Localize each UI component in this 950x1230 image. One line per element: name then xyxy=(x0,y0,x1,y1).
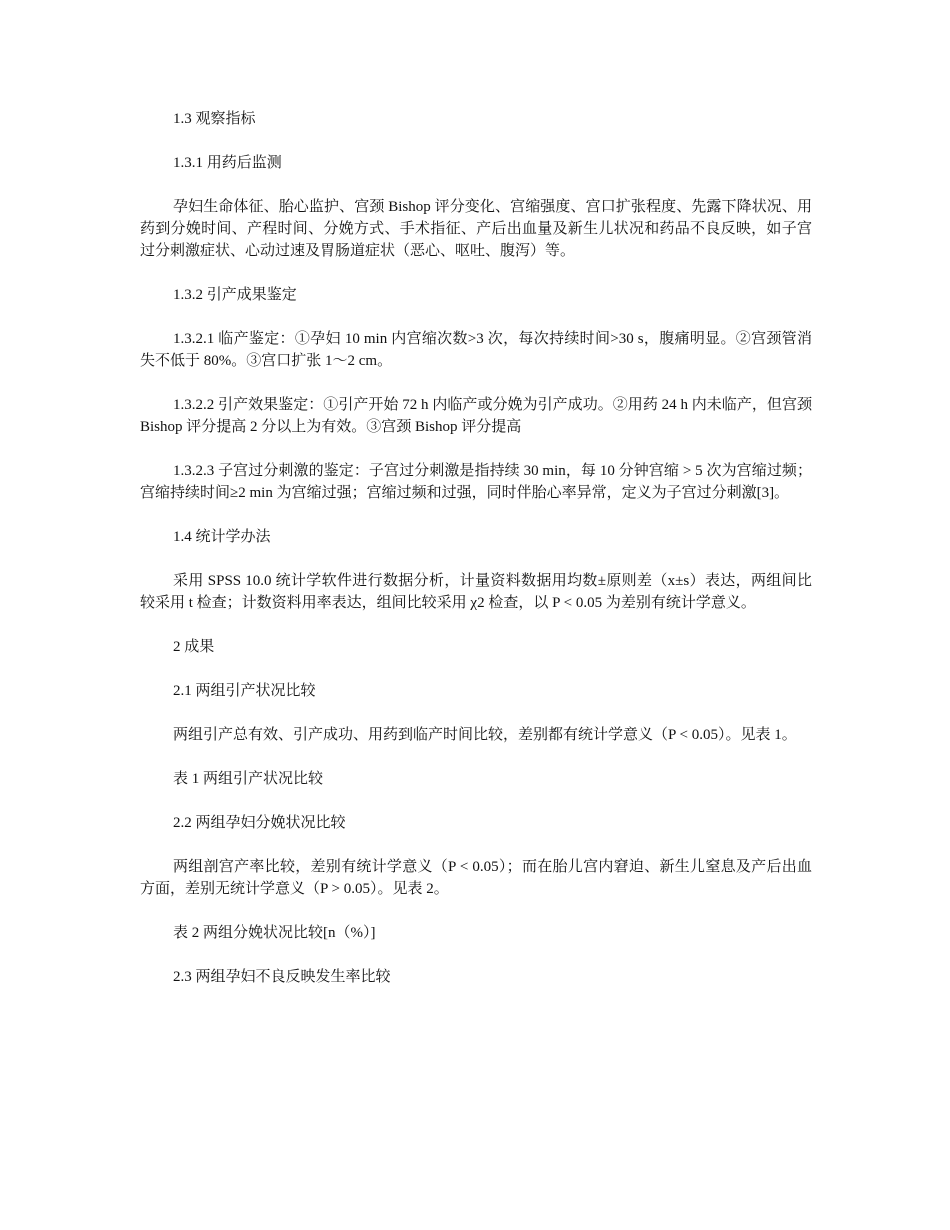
body-paragraph-labor-criteria: 1.3.2.1 临产鉴定：①孕妇 10 min 内宫缩次数>3 次，每次持续时间>30 s，腹痛明显。②宫颈管消失不低于 80%。③宫口扩张 1～2 cm。 xyxy=(140,331,812,369)
subsection-heading-2-1: 2.1 两组引产状况比较 xyxy=(173,683,316,699)
document-body xyxy=(140,108,812,1010)
body-paragraph-induction-effect: 1.3.2.2 引产效果鉴定：①引产开始 72 h 内临产或分娩为引产成功。②用药 24 h 内未临产，但宫颈 Bishop 评分提高 2 分以上为有效。③宫颈 Bishop 评分提高 xyxy=(140,397,812,435)
subsection-heading-2-2: 2.2 两组孕妇分娩状况比较 xyxy=(173,815,346,831)
subsection-heading-1-3-2: 1.3.2 引产成果鉴定 xyxy=(173,287,297,303)
subsection-heading-1-3-1: 1.3.1 用药后监测 xyxy=(173,155,282,171)
body-paragraph-delivery-comparison: 两组剖宫产率比较，差别有统计学意义（P < 0.05）；而在胎儿宫内窘迫、新生儿窒息及产后出血方面，差别无统计学意义（P > 0.05）。见表 2。 xyxy=(140,859,812,897)
body-paragraph-induction-comparison: 两组引产总有效、引产成功、用药到临产时间比较，差别都有统计学意义（P < 0.05）。见表 1。 xyxy=(173,727,797,743)
body-paragraph-hyperstimulation: 1.3.2.3 子宫过分刺激的鉴定：子宫过分刺激是指持续 30 min，每 10 分钟宫缩 > 5 次为宫缩过频；宫缩持续时间≥2 min 为宫缩过强；宫缩过频和过强，同时伴胎心率异常，定义为子宫过分刺激[3]。 xyxy=(140,463,812,501)
table-caption-2: 表 2 两组分娩状况比较[n（%）] xyxy=(173,925,376,941)
table-caption-1: 表 1 两组引产状况比较 xyxy=(173,771,324,787)
section-heading-1-3: 1.3 观察指标 xyxy=(173,111,256,127)
body-paragraph-statistics: 采用 SPSS 10.0 统计学软件进行数据分析，计量资料数据用均数±原则差（x±s）表达，两组间比较采用 t 检查；计数资料用率表达，组间比较采用 χ2 检查，以 P < 0.05 为差别有统计学意义。 xyxy=(140,573,812,611)
section-heading-1-4: 1.4 统计学办法 xyxy=(173,529,271,545)
section-heading-2: 2 成果 xyxy=(173,639,215,655)
subsection-heading-2-3: 2.3 两组孕妇不良反映发生率比较 xyxy=(173,969,391,985)
body-paragraph-monitoring: 孕妇生命体征、胎心监护、宫颈 Bishop 评分变化、宫缩强度、宫口扩张程度、先露下降状况、用药到分娩时间、产程时间、分娩方式、手术指征、产后出血量及新生儿状况和药品不良反映，如子宫过分刺激症状、心动过速及胃肠道症状（恶心、呕吐、腹泻）等。 xyxy=(140,199,812,259)
